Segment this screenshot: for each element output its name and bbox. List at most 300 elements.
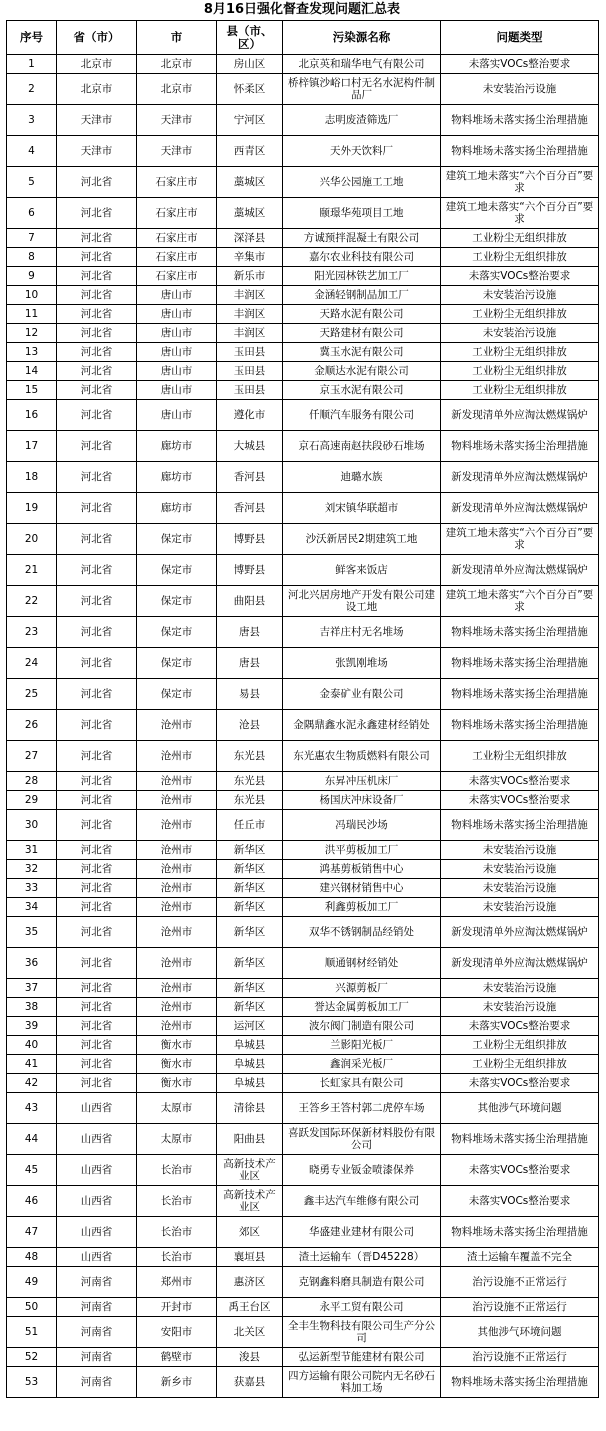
row-county: 东光县 — [217, 772, 283, 791]
row-province: 河北省 — [57, 324, 137, 343]
row-issue-type: 未安装治污设施 — [441, 286, 599, 305]
row-province: 河北省 — [57, 286, 137, 305]
row-city: 衡水市 — [137, 1036, 217, 1055]
row-county: 浚县 — [217, 1348, 283, 1367]
row-source-name: 永平工贸有限公司 — [283, 1298, 441, 1317]
row-index: 50 — [7, 1298, 57, 1317]
row-province: 河北省 — [57, 860, 137, 879]
table-row — [7, 1317, 599, 1348]
row-source-name: 京玉水泥有限公司 — [283, 381, 441, 400]
row-issue-type: 新发现清单外应淘汰燃煤锅炉 — [441, 917, 599, 948]
row-source-name: 喜跃发国际环保新材料股份有限公司 — [283, 1124, 441, 1155]
row-county: 博野县 — [217, 524, 283, 555]
row-city: 衡水市 — [137, 1074, 217, 1093]
table-row — [7, 998, 599, 1017]
table-row — [7, 493, 599, 524]
row-issue-type: 物料堆场未落实扬尘治理措施 — [441, 617, 599, 648]
table-row — [7, 710, 599, 741]
row-index: 10 — [7, 286, 57, 305]
row-city: 开封市 — [137, 1298, 217, 1317]
row-city: 安阳市 — [137, 1317, 217, 1348]
row-county: 阜城县 — [217, 1055, 283, 1074]
row-issue-type: 未安装治污设施 — [441, 860, 599, 879]
row-source-name: 方诚预拌混凝土有限公司 — [283, 229, 441, 248]
row-province: 河北省 — [57, 979, 137, 998]
row-index: 4 — [7, 136, 57, 167]
row-index: 24 — [7, 648, 57, 679]
row-province: 河北省 — [57, 841, 137, 860]
row-city: 沧州市 — [137, 1017, 217, 1036]
row-province: 河北省 — [57, 810, 137, 841]
row-source-name: 阳光园林铁艺加工厂 — [283, 267, 441, 286]
row-index: 3 — [7, 105, 57, 136]
row-county: 博野县 — [217, 555, 283, 586]
row-issue-type: 工业粉尘无组织排放 — [441, 381, 599, 400]
row-county: 新华区 — [217, 917, 283, 948]
row-province: 河北省 — [57, 362, 137, 381]
row-city: 太原市 — [137, 1093, 217, 1124]
row-city: 石家庄市 — [137, 248, 217, 267]
row-province: 河北省 — [57, 791, 137, 810]
row-issue-type: 未落实VOCs整治要求 — [441, 267, 599, 286]
table-row — [7, 948, 599, 979]
table-row — [7, 1248, 599, 1267]
row-issue-type: 工业粉尘无组织排放 — [441, 1036, 599, 1055]
row-issue-type: 新发现清单外应淘汰燃煤锅炉 — [441, 400, 599, 431]
table-row — [7, 324, 599, 343]
row-county: 高新技术产业区 — [217, 1155, 283, 1186]
row-issue-type: 建筑工地未落实“六个百分百”要求 — [441, 524, 599, 555]
header-source-name: 污染源名称 — [283, 21, 441, 55]
row-city: 石家庄市 — [137, 229, 217, 248]
row-index: 33 — [7, 879, 57, 898]
row-issue-type: 其他涉气环境问题 — [441, 1317, 599, 1348]
row-issue-type: 新发现清单外应淘汰燃煤锅炉 — [441, 462, 599, 493]
row-county: 禹王台区 — [217, 1298, 283, 1317]
row-source-name: 沙沃新居民2期建筑工地 — [283, 524, 441, 555]
row-source-name: 四方运输有限公司院内无名砂石料加工场 — [283, 1367, 441, 1398]
row-index: 29 — [7, 791, 57, 810]
row-source-name: 冀玉水泥有限公司 — [283, 343, 441, 362]
row-issue-type: 未落实VOCs整治要求 — [441, 1186, 599, 1217]
row-index: 49 — [7, 1267, 57, 1298]
table-title: 8月16日强化督查发现问题汇总表 — [203, 2, 401, 17]
row-index: 45 — [7, 1155, 57, 1186]
row-source-name: 北京英和瑞华电气有限公司 — [283, 55, 441, 74]
row-province: 河北省 — [57, 586, 137, 617]
row-province: 河北省 — [57, 381, 137, 400]
row-source-name: 鑫丰达汽车维修有限公司 — [283, 1186, 441, 1217]
table-row — [7, 1055, 599, 1074]
table-row — [7, 810, 599, 841]
row-city: 石家庄市 — [137, 198, 217, 229]
row-county: 新华区 — [217, 979, 283, 998]
row-city: 沧州市 — [137, 791, 217, 810]
row-issue-type: 物料堆场未落实扬尘治理措施 — [441, 136, 599, 167]
row-index: 31 — [7, 841, 57, 860]
row-province: 河北省 — [57, 1036, 137, 1055]
row-county: 玉田县 — [217, 362, 283, 381]
row-province: 天津市 — [57, 136, 137, 167]
table-row — [7, 1298, 599, 1317]
row-source-name: 顺通钢材经销处 — [283, 948, 441, 979]
row-index: 47 — [7, 1217, 57, 1248]
row-index: 11 — [7, 305, 57, 324]
row-source-name: 东光惠农生物质燃料有限公司 — [283, 741, 441, 772]
row-province: 河北省 — [57, 917, 137, 948]
header-row — [7, 21, 599, 55]
row-province: 河北省 — [57, 198, 137, 229]
row-source-name: 全丰生物科技有限公司生产分公司 — [283, 1317, 441, 1348]
row-city: 天津市 — [137, 136, 217, 167]
row-county: 藁城区 — [217, 167, 283, 198]
row-issue-type: 治污设施不正常运行 — [441, 1267, 599, 1298]
row-source-name: 京石高速南赵扶段砂石堆场 — [283, 431, 441, 462]
row-city: 沧州市 — [137, 898, 217, 917]
row-index: 46 — [7, 1186, 57, 1217]
row-index: 9 — [7, 267, 57, 286]
row-county: 新华区 — [217, 898, 283, 917]
row-source-name: 天路水泥有限公司 — [283, 305, 441, 324]
row-county: 襄垣县 — [217, 1248, 283, 1267]
row-city: 沧州市 — [137, 979, 217, 998]
row-issue-type: 新发现清单外应淘汰燃煤锅炉 — [441, 493, 599, 524]
row-city: 沧州市 — [137, 772, 217, 791]
table-row — [7, 267, 599, 286]
row-source-name: 渣土运输车（晋D45228） — [283, 1248, 441, 1267]
row-index: 20 — [7, 524, 57, 555]
row-index: 38 — [7, 998, 57, 1017]
row-city: 鹤壁市 — [137, 1348, 217, 1367]
row-issue-type: 物料堆场未落实扬尘治理措施 — [441, 810, 599, 841]
row-issue-type: 未落实VOCs整治要求 — [441, 55, 599, 74]
row-issue-type: 物料堆场未落实扬尘治理措施 — [441, 1124, 599, 1155]
row-city: 唐山市 — [137, 400, 217, 431]
row-source-name: 金隅鼎鑫水泥永鑫建材经销处 — [283, 710, 441, 741]
row-province: 河北省 — [57, 524, 137, 555]
row-county: 任丘市 — [217, 810, 283, 841]
row-index: 25 — [7, 679, 57, 710]
row-issue-type: 工业粉尘无组织排放 — [441, 229, 599, 248]
row-issue-type: 其他涉气环境问题 — [441, 1093, 599, 1124]
row-source-name: 双华不锈钢制品经销处 — [283, 917, 441, 948]
row-city: 廊坊市 — [137, 493, 217, 524]
header-city: 市 — [137, 21, 217, 55]
row-province: 河北省 — [57, 1017, 137, 1036]
table-row — [7, 105, 599, 136]
row-source-name: 嘉尔农业科技有限公司 — [283, 248, 441, 267]
row-issue-type: 未安装治污设施 — [441, 979, 599, 998]
row-city: 唐山市 — [137, 381, 217, 400]
table-row — [7, 772, 599, 791]
row-source-name: 鑫润采光板厂 — [283, 1055, 441, 1074]
row-source-name: 兴华公园施工工地 — [283, 167, 441, 198]
row-issue-type: 物料堆场未落实扬尘治理措施 — [441, 1367, 599, 1398]
row-county: 遵化市 — [217, 400, 283, 431]
row-issue-type: 未安装治污设施 — [441, 879, 599, 898]
row-county: 东光县 — [217, 741, 283, 772]
row-issue-type: 未安装治污设施 — [441, 998, 599, 1017]
row-city: 廊坊市 — [137, 431, 217, 462]
row-issue-type: 工业粉尘无组织排放 — [441, 248, 599, 267]
table-row — [7, 1155, 599, 1186]
row-county: 新华区 — [217, 998, 283, 1017]
row-city: 衡水市 — [137, 1055, 217, 1074]
row-issue-type: 治污设施不正常运行 — [441, 1298, 599, 1317]
row-province: 河南省 — [57, 1317, 137, 1348]
row-index: 26 — [7, 710, 57, 741]
row-city: 沧州市 — [137, 710, 217, 741]
row-county: 房山区 — [217, 55, 283, 74]
row-index: 37 — [7, 979, 57, 998]
row-county: 易县 — [217, 679, 283, 710]
row-county: 怀柔区 — [217, 74, 283, 105]
table-row — [7, 679, 599, 710]
row-index: 48 — [7, 1248, 57, 1267]
table-row — [7, 898, 599, 917]
row-province: 山西省 — [57, 1124, 137, 1155]
row-province: 河北省 — [57, 1074, 137, 1093]
row-index: 42 — [7, 1074, 57, 1093]
row-city: 唐山市 — [137, 286, 217, 305]
row-index: 14 — [7, 362, 57, 381]
row-source-name: 张凯刚堆场 — [283, 648, 441, 679]
table-row — [7, 617, 599, 648]
row-province: 河南省 — [57, 1267, 137, 1298]
row-city: 廊坊市 — [137, 462, 217, 493]
table-row — [7, 1217, 599, 1248]
row-county: 阜城县 — [217, 1036, 283, 1055]
row-source-name: 志明废渣筛选厂 — [283, 105, 441, 136]
row-index: 32 — [7, 860, 57, 879]
row-source-name: 兴源剪板厂 — [283, 979, 441, 998]
table-row — [7, 860, 599, 879]
row-city: 保定市 — [137, 586, 217, 617]
row-city: 石家庄市 — [137, 267, 217, 286]
row-city: 保定市 — [137, 617, 217, 648]
row-source-name: 鸿基剪板销售中心 — [283, 860, 441, 879]
row-province: 河北省 — [57, 305, 137, 324]
row-index: 40 — [7, 1036, 57, 1055]
row-index: 44 — [7, 1124, 57, 1155]
table-row — [7, 400, 599, 431]
row-province: 河北省 — [57, 343, 137, 362]
row-city: 保定市 — [137, 524, 217, 555]
row-province: 河北省 — [57, 741, 137, 772]
row-county: 北关区 — [217, 1317, 283, 1348]
row-index: 43 — [7, 1093, 57, 1124]
row-issue-type: 未安装治污设施 — [441, 841, 599, 860]
row-issue-type: 未落实VOCs整治要求 — [441, 791, 599, 810]
row-issue-type: 未落实VOCs整治要求 — [441, 1017, 599, 1036]
row-issue-type: 渣土运输车覆盖不完全 — [441, 1248, 599, 1267]
row-index: 39 — [7, 1017, 57, 1036]
row-county: 阜城县 — [217, 1074, 283, 1093]
row-province: 北京市 — [57, 55, 137, 74]
table-row — [7, 1074, 599, 1093]
row-county: 惠济区 — [217, 1267, 283, 1298]
row-index: 34 — [7, 898, 57, 917]
header-province: 省（市） — [57, 21, 137, 55]
row-source-name: 杨国庆冲床设备厂 — [283, 791, 441, 810]
row-issue-type: 未安装治污设施 — [441, 324, 599, 343]
row-county: 阳曲县 — [217, 1124, 283, 1155]
table-row — [7, 879, 599, 898]
row-province: 天津市 — [57, 105, 137, 136]
row-issue-type: 工业粉尘无组织排放 — [441, 741, 599, 772]
row-county: 丰润区 — [217, 305, 283, 324]
row-source-name: 刘宋镇华联超市 — [283, 493, 441, 524]
row-city: 长治市 — [137, 1217, 217, 1248]
row-source-name: 金泰矿业有限公司 — [283, 679, 441, 710]
table-row — [7, 524, 599, 555]
table-row — [7, 841, 599, 860]
table-row — [7, 555, 599, 586]
row-province: 河北省 — [57, 998, 137, 1017]
row-city: 沧州市 — [137, 741, 217, 772]
table-row — [7, 648, 599, 679]
row-city: 保定市 — [137, 555, 217, 586]
row-city: 北京市 — [137, 55, 217, 74]
row-source-name: 河北兴居房地产开发有限公司建设工地 — [283, 586, 441, 617]
row-source-name: 洪平剪板加工厂 — [283, 841, 441, 860]
row-index: 16 — [7, 400, 57, 431]
row-province: 河北省 — [57, 493, 137, 524]
summary-table — [6, 20, 599, 1398]
row-source-name: 天路建材有限公司 — [283, 324, 441, 343]
row-province: 河南省 — [57, 1348, 137, 1367]
row-city: 保定市 — [137, 679, 217, 710]
row-city: 沧州市 — [137, 810, 217, 841]
row-province: 河北省 — [57, 772, 137, 791]
row-issue-type: 新发现清单外应淘汰燃煤锅炉 — [441, 555, 599, 586]
header-county: 县（市、区） — [217, 21, 283, 55]
row-issue-type: 新发现清单外应淘汰燃煤锅炉 — [441, 948, 599, 979]
table-row — [7, 1124, 599, 1155]
row-issue-type: 工业粉尘无组织排放 — [441, 1055, 599, 1074]
row-city: 沧州市 — [137, 879, 217, 898]
row-province: 河北省 — [57, 462, 137, 493]
row-index: 21 — [7, 555, 57, 586]
row-city: 沧州市 — [137, 841, 217, 860]
row-index: 18 — [7, 462, 57, 493]
row-index: 2 — [7, 74, 57, 105]
row-province: 河北省 — [57, 710, 137, 741]
header-issue-type: 问题类型 — [441, 21, 599, 55]
row-source-name: 王答乡王答村郭二虎停车场 — [283, 1093, 441, 1124]
row-county: 西青区 — [217, 136, 283, 167]
row-source-name: 金顺达水泥有限公司 — [283, 362, 441, 381]
row-index: 53 — [7, 1367, 57, 1398]
row-source-name: 华盛建业建材有限公司 — [283, 1217, 441, 1248]
row-province: 山西省 — [57, 1093, 137, 1124]
row-source-name: 誉达金属剪板加工厂 — [283, 998, 441, 1017]
table-row — [7, 55, 599, 74]
table-row — [7, 136, 599, 167]
row-issue-type: 建筑工地未落实“六个百分百”要求 — [441, 198, 599, 229]
row-county: 曲阳县 — [217, 586, 283, 617]
row-index: 5 — [7, 167, 57, 198]
row-source-name: 冯瑞民沙场 — [283, 810, 441, 841]
row-issue-type: 治污设施不正常运行 — [441, 1348, 599, 1367]
row-index: 28 — [7, 772, 57, 791]
row-province: 河北省 — [57, 679, 137, 710]
row-province: 河北省 — [57, 948, 137, 979]
row-issue-type: 物料堆场未落实扬尘治理措施 — [441, 105, 599, 136]
table-row — [7, 381, 599, 400]
row-source-name: 弘运新型节能建材有限公司 — [283, 1348, 441, 1367]
row-county: 新乐市 — [217, 267, 283, 286]
row-source-name: 金涵轻钢制品加工厂 — [283, 286, 441, 305]
row-county: 深泽县 — [217, 229, 283, 248]
row-city: 太原市 — [137, 1124, 217, 1155]
row-issue-type: 建筑工地未落实“六个百分百”要求 — [441, 167, 599, 198]
table-row — [7, 917, 599, 948]
row-issue-type: 工业粉尘无组织排放 — [441, 362, 599, 381]
table-row — [7, 74, 599, 105]
header-index: 序号 — [7, 21, 57, 55]
row-issue-type: 物料堆场未落实扬尘治理措施 — [441, 648, 599, 679]
row-county: 丰润区 — [217, 324, 283, 343]
row-index: 52 — [7, 1348, 57, 1367]
row-province: 河北省 — [57, 248, 137, 267]
table-row — [7, 791, 599, 810]
row-issue-type: 物料堆场未落实扬尘治理措施 — [441, 431, 599, 462]
row-issue-type: 物料堆场未落实扬尘治理措施 — [441, 1217, 599, 1248]
row-issue-type: 未安装治污设施 — [441, 74, 599, 105]
row-province: 河北省 — [57, 1055, 137, 1074]
row-index: 8 — [7, 248, 57, 267]
row-county: 新华区 — [217, 841, 283, 860]
row-province: 河北省 — [57, 400, 137, 431]
row-city: 沧州市 — [137, 917, 217, 948]
row-issue-type: 工业粉尘无组织排放 — [441, 343, 599, 362]
row-county: 大城县 — [217, 431, 283, 462]
row-county: 郊区 — [217, 1217, 283, 1248]
row-province: 山西省 — [57, 1248, 137, 1267]
row-index: 23 — [7, 617, 57, 648]
row-index: 17 — [7, 431, 57, 462]
row-province: 河南省 — [57, 1298, 137, 1317]
row-index: 15 — [7, 381, 57, 400]
row-index: 41 — [7, 1055, 57, 1074]
row-province: 河北省 — [57, 879, 137, 898]
table-row — [7, 741, 599, 772]
row-county: 新华区 — [217, 860, 283, 879]
row-county: 新华区 — [217, 879, 283, 898]
table-row — [7, 1036, 599, 1055]
row-county: 玉田县 — [217, 343, 283, 362]
row-county: 东光县 — [217, 791, 283, 810]
row-province: 河南省 — [57, 1367, 137, 1398]
table-row — [7, 1186, 599, 1217]
row-source-name: 迪璐水族 — [283, 462, 441, 493]
row-index: 6 — [7, 198, 57, 229]
row-source-name: 桥梓镇沙峪口村无名水泥构件制品厂 — [283, 74, 441, 105]
row-county: 玉田县 — [217, 381, 283, 400]
row-issue-type: 未落实VOCs整治要求 — [441, 1155, 599, 1186]
table-row — [7, 286, 599, 305]
row-city: 天津市 — [137, 105, 217, 136]
row-province: 河北省 — [57, 167, 137, 198]
row-city: 保定市 — [137, 648, 217, 679]
row-source-name: 克钢鑫料磨具制造有限公司 — [283, 1267, 441, 1298]
row-county: 清徐县 — [217, 1093, 283, 1124]
row-county: 宁河区 — [217, 105, 283, 136]
row-province: 山西省 — [57, 1186, 137, 1217]
row-index: 7 — [7, 229, 57, 248]
row-county: 高新技术产业区 — [217, 1186, 283, 1217]
